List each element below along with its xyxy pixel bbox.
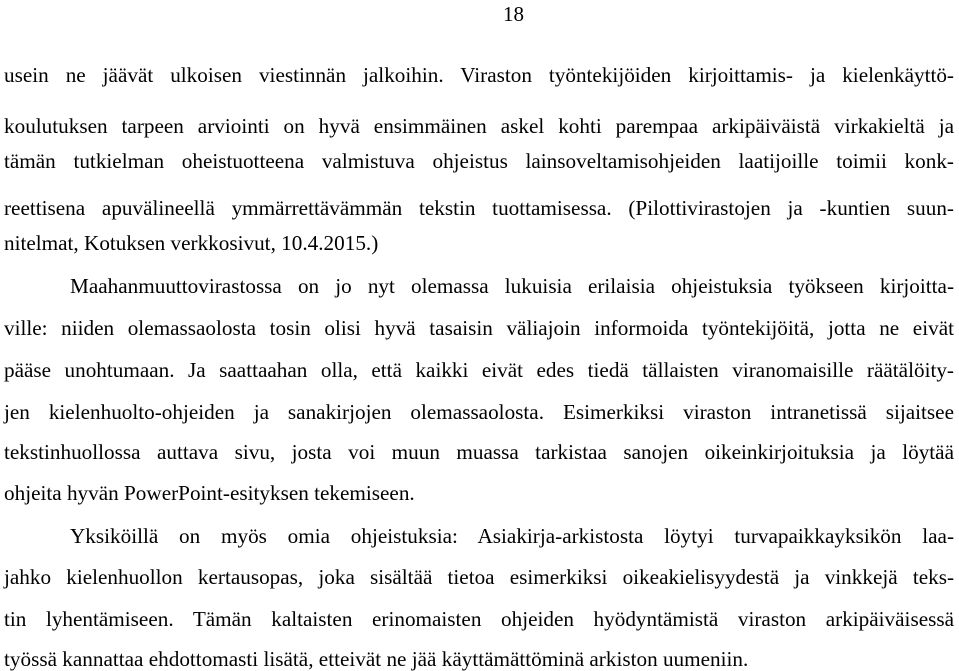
text-line: tämän tutkielman oheistuotteena valmistuva ohjeistus lainsoveltamisohjeiden laatijoille toimii konk- <box>4 149 954 173</box>
text-line: jahko kielenhuollon kertausopas, joka sisältää tietoa esimerkiksi oikeakielisyydestä ja vinkkejä teks- <box>4 565 954 589</box>
text-line: Maahanmuuttovirastossa on jo nyt olemassa lukuisia erilaisia ohjeistuksia työkseen kirjoitta- <box>70 274 954 298</box>
text-line: ville: niiden olemassaolosta tosin olisi hyvä tasaisin väliajoin informoida työntekijöitä, jotta ne eivät <box>4 316 954 340</box>
text-line: usein ne jäävät ulkoisen viestinnän jalkoihin. Viraston työntekijöiden kirjoittamis- ja kielenkäyttö- <box>4 63 954 87</box>
page-number: 18 <box>503 2 524 26</box>
text-line: jen kielenhuolto-ohjeiden ja sanakirjojen olemassaolosta. Esimerkiksi viraston intranetissä sijaitsee <box>4 400 954 424</box>
text-line: työssä kannattaa ehdottomasti lisätä, etteivät ne jää käyttämättöminä arkiston uumeniin. <box>4 647 749 671</box>
text-line: tin lyhentämiseen. Tämän kaltaisten erinomaisten ohjeiden hyödyntämistä viraston arkipäiväisessä <box>4 607 954 631</box>
text-line: Yksiköillä on myös omia ohjeistuksia: Asiakirja-arkistosta löytyi turvapaikkayksikön laa- <box>70 524 954 548</box>
text-line: nitelmat, Kotuksen verkkosivut, 10.4.2015.) <box>4 231 379 255</box>
text-line: koulutuksen tarpeen arviointi on hyvä ensimmäinen askel kohti parempaa arkipäiväistä virkakieltä ja <box>4 114 954 138</box>
text-line: reettisena apuvälineellä ymmärrettävämmän tekstin tuottamisessa. (Pilottivirastojen ja -kuntien suun- <box>4 196 954 220</box>
text-line: pääse unohtumaan. Ja saattaahan olla, että kaikki eivät edes tiedä tällaisten viranomaisille räätälöity- <box>4 358 954 382</box>
text-line: tekstinhuollossa auttava sivu, josta voi muun muassa tarkistaa sanojen oikeinkirjoituksia ja löytää <box>4 440 954 464</box>
text-line: ohjeita hyvän PowerPoint-esityksen tekemiseen. <box>4 481 415 505</box>
